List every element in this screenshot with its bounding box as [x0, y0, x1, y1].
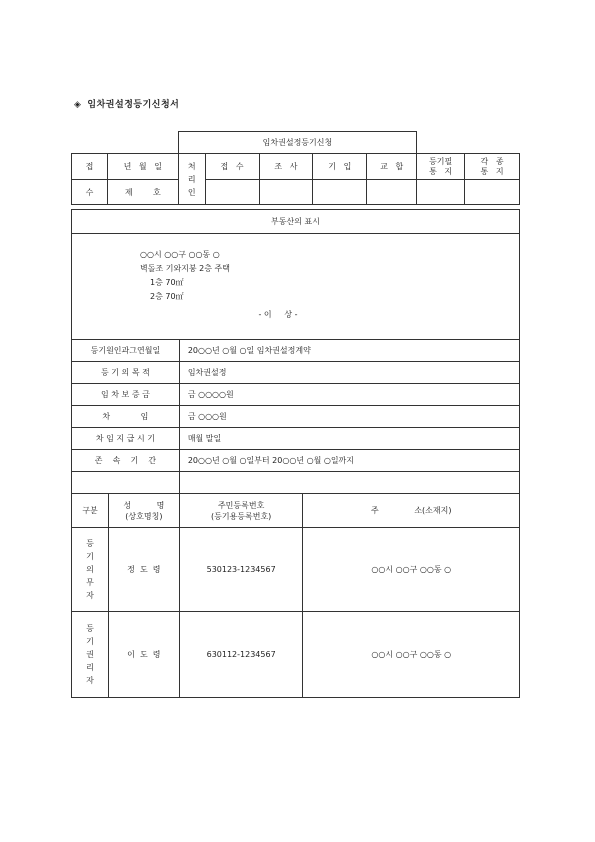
cell-gyohap [367, 180, 417, 205]
cell-giip [313, 180, 367, 205]
party-id: 630112-1234567 [179, 612, 303, 698]
title-text: 임차권설정등기신청서 [87, 100, 180, 110]
party-id: 530123-1234567 [179, 528, 303, 612]
col-giip: 기 입 [313, 154, 367, 180]
row-label: 임 차 보 증 금 [72, 384, 180, 406]
row-value: 금 ○○○원 [179, 406, 519, 428]
document-title [74, 97, 179, 110]
cell-deunggipil [417, 180, 465, 205]
empty-value [179, 472, 519, 494]
property-line: ○○시 ○○구 ○○동 ○ [140, 250, 220, 259]
col-gakjong: 각 종 통 지 [465, 154, 520, 180]
row-value: 매월 말일 [179, 428, 519, 450]
empty-label [72, 472, 180, 494]
gubun-header: 구분 [72, 494, 109, 528]
party-addr: ○○시 ○○구 ○○동 ○ [303, 528, 520, 612]
col-deunggipil: 등기필 통 지 [417, 154, 465, 180]
row-value: 20○○년 ○월 ○일 임차권설정계약 [179, 340, 519, 362]
row-label: 존 속 기 간 [72, 450, 180, 472]
application-table [71, 209, 520, 698]
property-description [72, 234, 520, 340]
party-name: 정 도 령 [108, 528, 179, 612]
party-name: 이 도 령 [108, 612, 179, 698]
row-label: 차 임 지 급 시 기 [72, 428, 180, 450]
role-obligor: 등 기 의 무 자 [72, 528, 109, 612]
name-header: 성 명 (상호명칭) [108, 494, 179, 528]
role-holder: 등 기 권 리 자 [72, 612, 109, 698]
row-label: 등 기 의 목 적 [72, 362, 180, 384]
col-gyohap: 교 합 [367, 154, 417, 180]
cell-gakjong [465, 180, 520, 205]
diamond-bullet-icon: ◈ [74, 100, 82, 110]
cell-jeopsu [205, 180, 259, 205]
col-josa: 조 사 [259, 154, 313, 180]
col-jeopsu: 접 수 [205, 154, 259, 180]
receipt-table [71, 131, 520, 205]
row-label: 차 임 [72, 406, 180, 428]
row-label: 등기원인과그연월일 [72, 340, 180, 362]
property-line: 벽돌조 기와지붕 2층 주택 [140, 264, 230, 273]
property-header: 부동산의 표시 [72, 210, 520, 234]
property-end: - 이 상 - [258, 310, 298, 319]
row-value: 임차권설정 [179, 362, 519, 384]
receipt-header: 임차권설정등기신청 [178, 132, 416, 154]
number-label: 제 호 [107, 180, 178, 205]
property-line: 2층 70㎡ [150, 292, 184, 301]
property-line: 1층 70㎡ [150, 278, 184, 287]
addr-header: 주 소(소재지) [303, 494, 520, 528]
party-addr: ○○시 ○○구 ○○동 ○ [303, 612, 520, 698]
row-value: 20○○년 ○월 ○일부터 20○○년 ○월 ○일까지 [179, 450, 519, 472]
date-label: 년 월 일 [107, 154, 178, 180]
row-value: 금 ○○○○원 [179, 384, 519, 406]
process-label: 처 리 인 [178, 154, 205, 205]
cell-josa [259, 180, 313, 205]
jeop-label: 접 [72, 154, 108, 180]
su-label: 수 [72, 180, 108, 205]
id-header: 주민등록번호 (등기용등록번호) [179, 494, 303, 528]
